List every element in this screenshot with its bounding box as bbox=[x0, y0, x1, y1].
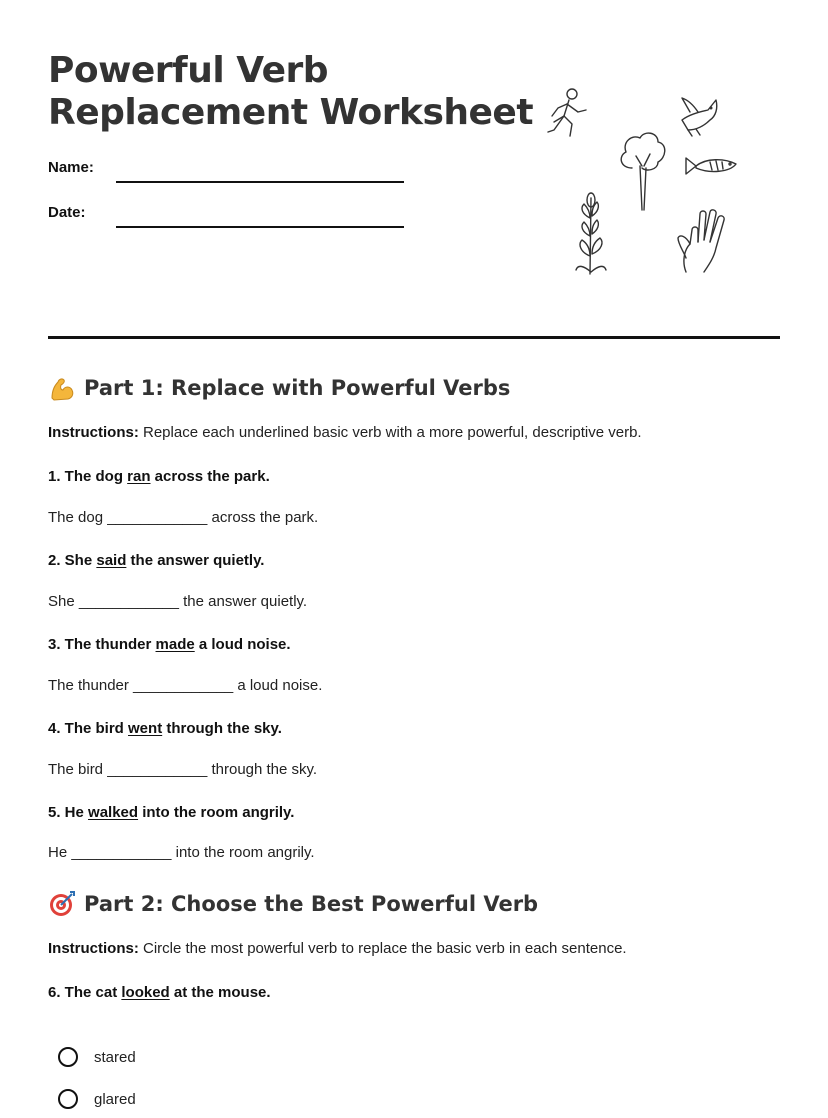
worksheet-title bbox=[48, 50, 533, 134]
answer-line-4[interactable]: The bird ____________ through the sky. bbox=[48, 761, 318, 778]
question-2 bbox=[48, 552, 264, 569]
question-6 bbox=[48, 984, 271, 1001]
date-label: Date: bbox=[48, 204, 86, 221]
part2-title-text: Part 2: Choose the Best Powerful Verb bbox=[84, 892, 539, 916]
title-line-2: Replacement Worksheet bbox=[48, 92, 534, 133]
tree-icon bbox=[621, 133, 665, 210]
basic-verb: said bbox=[96, 552, 127, 569]
option-glared[interactable] bbox=[58, 1089, 136, 1109]
hand-icon bbox=[678, 210, 724, 272]
question-text: through the sky. bbox=[162, 720, 282, 737]
part2-instructions-label: Instructions: bbox=[48, 940, 139, 957]
part2-instructions-text: Circle the most powerful verb to replace the basic verb in each sentence. bbox=[138, 940, 627, 957]
question-text: across the park. bbox=[150, 468, 270, 485]
part1-instructions-label: Instructions: bbox=[48, 424, 139, 441]
radio-circle[interactable] bbox=[58, 1089, 78, 1109]
question-text: at the mouse. bbox=[169, 984, 271, 1001]
basic-verb: made bbox=[155, 636, 195, 653]
question-5 bbox=[48, 804, 294, 821]
question-text: into the room angrily. bbox=[138, 804, 295, 821]
fish-icon bbox=[686, 158, 736, 174]
header-divider bbox=[48, 336, 780, 339]
date-input-line[interactable] bbox=[116, 226, 404, 228]
name-input-line[interactable] bbox=[116, 181, 404, 183]
answer-line-3[interactable]: The thunder ____________ a loud noise. bbox=[48, 677, 323, 694]
bird-icon bbox=[682, 98, 717, 136]
question-3 bbox=[48, 636, 291, 653]
part1-title bbox=[48, 374, 510, 402]
question-text: 5. He bbox=[48, 804, 89, 821]
basic-verb: ran bbox=[127, 468, 151, 485]
name-label: Name: bbox=[48, 159, 94, 176]
part2-title bbox=[48, 890, 538, 918]
basic-verb: went bbox=[128, 720, 163, 737]
question-text: 4. The bird bbox=[48, 720, 129, 737]
part1-title-text: Part 1: Replace with Powerful Verbs bbox=[84, 376, 511, 400]
question-4 bbox=[48, 720, 282, 737]
question-text: 1. The dog bbox=[48, 468, 128, 485]
bullseye-target-icon bbox=[48, 890, 76, 918]
part1-instructions bbox=[48, 424, 642, 441]
basic-verb: looked bbox=[121, 984, 170, 1001]
question-1 bbox=[48, 468, 270, 485]
question-text: 6. The cat bbox=[48, 984, 122, 1001]
answer-line-2[interactable]: She ____________ the answer quietly. bbox=[48, 593, 308, 610]
question-text: 3. The thunder bbox=[48, 636, 156, 653]
flexed-bicep-icon bbox=[48, 374, 76, 402]
question-text: the answer quietly. bbox=[126, 552, 265, 569]
part1-instructions-text: Replace each underlined basic verb with a more powerful, descriptive verb. bbox=[138, 424, 642, 441]
plant-sprig-icon bbox=[576, 193, 606, 274]
radio-circle[interactable] bbox=[58, 1047, 78, 1067]
title-line-1: Powerful Verb bbox=[48, 50, 329, 91]
running-person-icon bbox=[548, 89, 586, 136]
part2-instructions bbox=[48, 940, 627, 957]
answer-line-1[interactable]: The dog ____________ across the park. bbox=[48, 509, 319, 526]
option-label: stared bbox=[94, 1048, 136, 1066]
decorative-illustrations bbox=[540, 86, 750, 282]
option-label: glared bbox=[94, 1090, 136, 1108]
option-stared[interactable] bbox=[58, 1047, 136, 1067]
basic-verb: walked bbox=[88, 804, 139, 821]
answer-line-5[interactable]: He ____________ into the room angrily. bbox=[48, 844, 315, 861]
question-text: a loud noise. bbox=[194, 636, 291, 653]
question-text: 2. She bbox=[48, 552, 97, 569]
